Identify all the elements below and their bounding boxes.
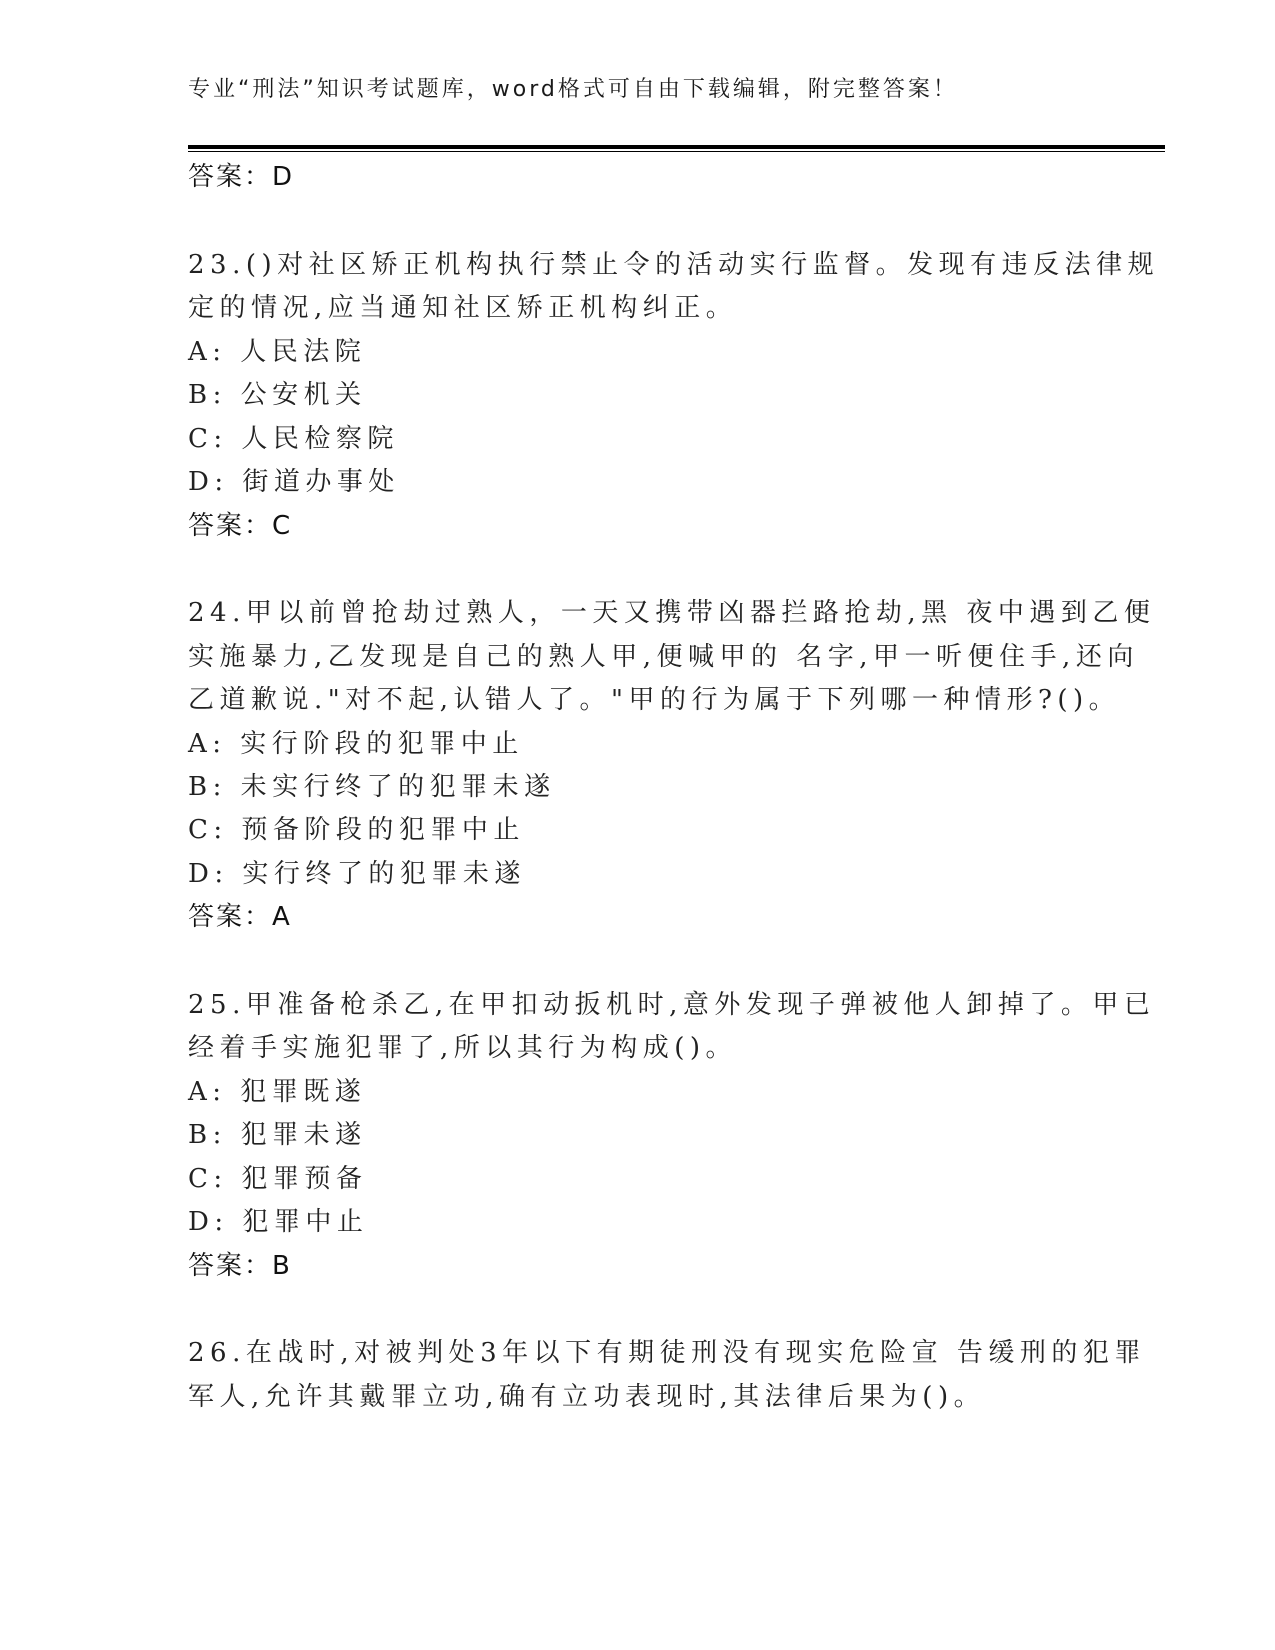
question-23-option-a: A: 人民法院 xyxy=(188,337,367,367)
page-header: 专业“刑法”知识考试题库，word格式可自由下载编辑，附完整答案！ xyxy=(188,77,958,102)
question-24-option-b: B: 未实行终了的犯罪未遂 xyxy=(188,772,556,802)
question-23-answer: 答案：C xyxy=(188,511,293,541)
question-25-option-b: B: 犯罪未遂 xyxy=(188,1120,367,1150)
question-23-stem-line-1: 23.()对社区矫正机构执行禁止令的活动实行监督。发现有违反法律规 xyxy=(188,250,1160,280)
question-23-option-d: D: 街道办事处 xyxy=(188,467,400,497)
question-25-option-a: A: 犯罪既遂 xyxy=(188,1077,367,1107)
question-24-answer: 答案：A xyxy=(188,902,292,932)
question-26-stem-line-2: 军人,允许其戴罪立功,确有立功表现时,其法律后果为()。 xyxy=(188,1382,986,1412)
question-25-stem-line-1: 25.甲准备枪杀乙,在甲扣动扳机时,意外发现子弹被他人卸掉了。甲已 xyxy=(188,990,1156,1020)
question-26-stem-line-1: 26.在战时,对被判处3年以下有期徒刑没有现实危险宣 告缓刑的犯罪 xyxy=(188,1338,1146,1368)
question-25-stem-line-2: 经着手实施犯罪了,所以其行为构成()。 xyxy=(188,1033,738,1063)
header-rule-thin xyxy=(188,151,1165,152)
question-24-option-c: C: 预备阶段的犯罪中止 xyxy=(188,815,525,845)
question-25-answer: 答案：B xyxy=(188,1251,292,1281)
question-24-stem-line-1: 24.甲以前曾抢劫过熟人，一天又携带凶器拦路抢劫,黑 夜中遇到乙便 xyxy=(188,598,1156,628)
question-24-stem-line-3: 乙道歉说."对不起,认错人了。"甲的行为属于下列哪一种情形?()。 xyxy=(188,685,1121,715)
question-24-stem-line-2: 实施暴力,乙发现是自己的熟人甲,便喊甲的 名字,甲一听便住手,还向 xyxy=(188,642,1139,672)
question-24-option-d: D: 实行终了的犯罪未遂 xyxy=(188,859,526,889)
question-23-option-c: C: 人民检察院 xyxy=(188,424,399,454)
question-25-option-d: D: 犯罪中止 xyxy=(188,1207,369,1237)
header-rule-thick xyxy=(188,145,1165,149)
answer-prev: 答案：D xyxy=(188,162,295,192)
question-25-option-c: C: 犯罪预备 xyxy=(188,1164,368,1194)
question-23-stem-line-2: 定的情况,应当通知社区矫正机构纠正。 xyxy=(188,293,738,323)
question-23-option-b: B: 公安机关 xyxy=(188,380,367,410)
question-24-option-a: A: 实行阶段的犯罪中止 xyxy=(188,729,524,759)
